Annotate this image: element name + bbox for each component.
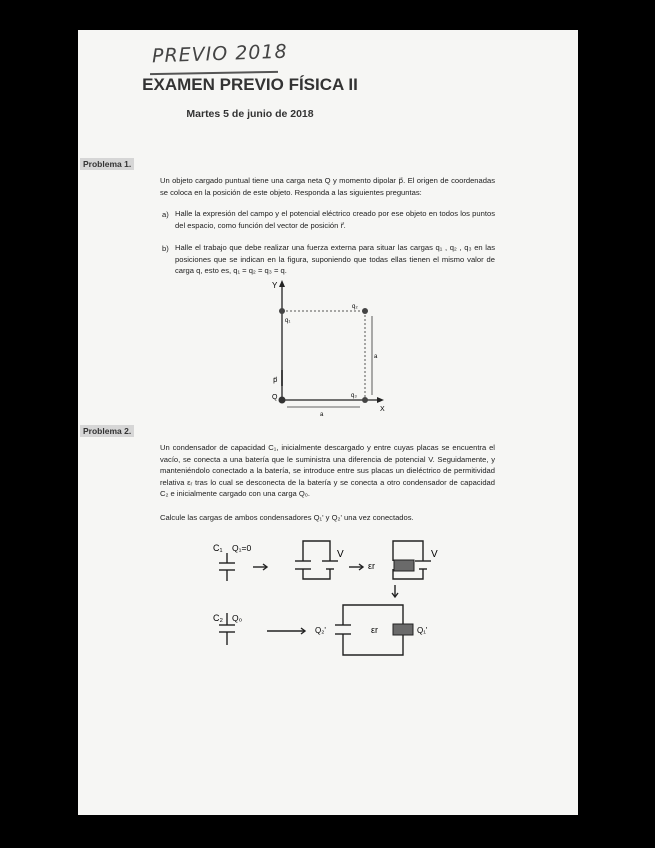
loop-3-top	[393, 541, 423, 561]
er2-label: εr	[371, 625, 379, 635]
exam-sheet	[78, 30, 578, 815]
handwritten-note: PREVIO 2018	[151, 40, 288, 68]
charge-q1	[279, 308, 285, 314]
q3-label: q₃	[351, 393, 357, 399]
y-axis-label: Y	[272, 281, 278, 290]
charge-configuration-figure	[260, 278, 390, 420]
problem1-item-a: Halle la expresión del campo y el potencial eléctrico creado por ese objeto en todos los puntos del espacio, como función del vector de posición r⃗.	[175, 209, 495, 230]
c1-label: C₁	[213, 543, 223, 553]
x-axis-label: X	[380, 406, 385, 413]
v2-label: V	[431, 549, 438, 560]
problem2-heading: Problema 2.	[80, 425, 134, 437]
q0-label: Q₀	[232, 613, 243, 623]
q2-prime-label: Q₂'	[315, 626, 326, 635]
charge-q2	[362, 308, 368, 314]
v1-label: V	[337, 549, 344, 560]
problem1-intro: Un objeto cargado puntual tiene una carga neta Q y momento dipolar p⃗. El origen de coordenadas se coloca en la posición de este objeto. Responda a las siguientes preguntas:	[160, 176, 495, 197]
loop-2-top	[303, 541, 330, 561]
er1-label: εr	[368, 561, 376, 571]
c2-label: C₂	[213, 613, 223, 623]
capacitor-circuit-figure	[205, 533, 455, 663]
problem2-para1: Un condensador de capacidad C₁, inicialmente descargado y entre cuyas placas se encuentra el vacío, se conecta a una batería que le suministra una diferencia de potencial V. Seguidamente, y manteniéndolo conectado a la batería, se introduce entre sus placas un dieléctrico de permitividad relativa εᵣ tras lo cual se desconecta de la batería y se conecta a otro condensador de capacidad C₂ e inicialmente cargado con una carga Q₀.	[160, 443, 495, 498]
q2-label: q₂	[352, 304, 358, 310]
x-axis-arrow	[377, 397, 384, 403]
q1-prime-label: Q₁'	[417, 626, 428, 635]
charge-Q	[279, 397, 286, 404]
problem2-para2: Calcule las cargas de ambos condensadores Q₁' y Q₂' una vez conectados.	[160, 513, 414, 522]
dipole-label: p⃗	[273, 377, 278, 384]
final-loop-top	[343, 605, 403, 625]
page-title: EXAMEN PREVIO FÍSICA II	[142, 75, 358, 94]
dielectric-block-1	[394, 560, 414, 571]
y-axis-arrow	[279, 280, 285, 287]
loop-2-bottom	[303, 569, 330, 579]
final-loop-bottom	[343, 634, 403, 655]
side-a-bottom-label: a	[320, 412, 324, 418]
q1-zero-label: Q₁=0	[232, 543, 252, 553]
exam-date: Martes 5 de junio de 2018	[186, 108, 314, 120]
problem1-item-b-label: b)	[162, 244, 169, 253]
q1-label: q₁	[285, 318, 291, 324]
problem1-item-a-label: a)	[162, 210, 169, 219]
side-a-right-label: a	[374, 354, 378, 360]
charge-q3	[362, 397, 368, 403]
dielectric-block-2	[393, 624, 413, 635]
problem1-heading: Problema 1.	[80, 158, 134, 170]
Q-label: Q	[272, 394, 278, 401]
problem1-item-b: Halle el trabajo que debe realizar una fuerza externa para situar las cargas q₁ , q₂ , q₃ en las posiciones que se indican en la figura, suponiendo que todas ellas tienen el mismo valor de carga q, esto es, q₁ = q₂ = q₃ = q.	[175, 243, 495, 275]
